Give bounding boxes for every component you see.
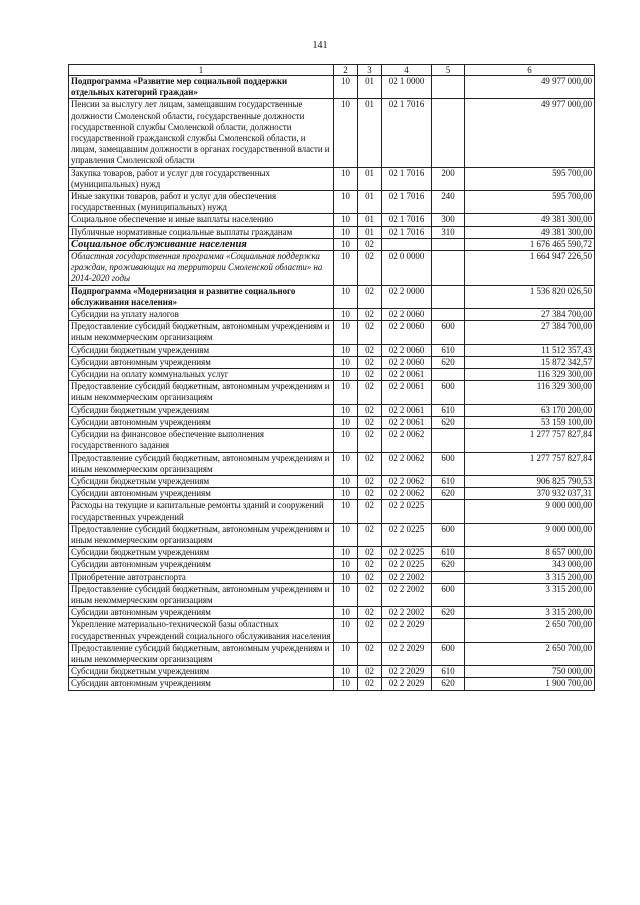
row-target-code-cell xyxy=(382,238,432,250)
table-row xyxy=(69,356,595,368)
row-subsection-cell: 02 xyxy=(358,452,382,475)
row-subsection-cell: 02 xyxy=(358,547,382,559)
row-amount-cell: 1 676 465 590,72 xyxy=(465,238,595,250)
row-amount-cell: 3 315 200,00 xyxy=(465,583,595,606)
row-target-code-cell: 02 2 2029 xyxy=(382,642,432,665)
row-amount-cell: 15 872 342,57 xyxy=(465,356,595,368)
row-name-cell: Предоставление субсидий бюджетным, автономным учреждениям и иным некоммерческим организациям xyxy=(69,523,334,546)
row-expense-type-cell: 610 xyxy=(432,344,465,356)
row-expense-type-cell xyxy=(432,429,465,452)
table-row xyxy=(69,191,595,214)
table-row xyxy=(69,642,595,665)
row-subsection-cell: 02 xyxy=(358,523,382,546)
row-section-cell: 10 xyxy=(334,404,358,416)
row-subsection-cell: 02 xyxy=(358,321,382,344)
row-section-cell: 10 xyxy=(334,523,358,546)
row-name-cell: Субсидии автономным учреждениям xyxy=(69,678,334,690)
row-expense-type-cell: 610 xyxy=(432,475,465,487)
row-expense-type-cell: 240 xyxy=(432,191,465,214)
row-subsection-cell: 02 xyxy=(358,559,382,571)
row-section-cell: 10 xyxy=(334,369,358,381)
column-number-row xyxy=(69,65,595,76)
row-subsection-cell: 02 xyxy=(358,381,382,404)
row-expense-type-cell: 620 xyxy=(432,607,465,619)
row-name-cell: Субсидии бюджетным учреждениям xyxy=(69,475,334,487)
row-target-code-cell: 02 2 0225 xyxy=(382,559,432,571)
table-row xyxy=(69,309,595,321)
table-row xyxy=(69,99,595,167)
row-section-cell: 10 xyxy=(334,99,358,167)
row-section-cell: 10 xyxy=(334,344,358,356)
row-amount-cell: 595 700,00 xyxy=(465,167,595,190)
page-number: 141 xyxy=(312,40,328,51)
table-row xyxy=(69,452,595,475)
row-expense-type-cell xyxy=(432,500,465,523)
column-header-3: 3 xyxy=(358,65,382,76)
row-name-cell: Субсидии автономным учреждениям xyxy=(69,488,334,500)
table-row xyxy=(69,226,595,238)
row-name-cell: Предоставление субсидий бюджетным, автономным учреждениям и иным некоммерческим организациям xyxy=(69,642,334,665)
row-amount-cell: 370 932 037,31 xyxy=(465,488,595,500)
row-expense-type-cell xyxy=(432,285,465,308)
table-row xyxy=(69,369,595,381)
row-name-cell: Предоставление субсидий бюджетным, автономным учреждениям и иным некоммерческим организациям xyxy=(69,583,334,606)
row-section-cell: 10 xyxy=(334,559,358,571)
row-target-code-cell: 02 2 0060 xyxy=(382,309,432,321)
row-name-cell: Предоставление субсидий бюджетным, автономным учреждениям и иным некоммерческим организациям xyxy=(69,452,334,475)
row-expense-type-cell: 610 xyxy=(432,404,465,416)
row-section-cell: 10 xyxy=(334,381,358,404)
row-name-cell: Субсидии на оплату коммунальных услуг xyxy=(69,369,334,381)
row-amount-cell: 1 277 757 827,84 xyxy=(465,452,595,475)
row-expense-type-cell: 620 xyxy=(432,416,465,428)
row-subsection-cell: 01 xyxy=(358,191,382,214)
row-section-cell: 10 xyxy=(334,583,358,606)
row-target-code-cell: 02 2 0062 xyxy=(382,488,432,500)
table-row xyxy=(69,571,595,583)
row-section-cell: 10 xyxy=(334,226,358,238)
table-row xyxy=(69,488,595,500)
table-row xyxy=(69,559,595,571)
row-name-cell: Пенсии за выслугу лет лицам, замещавшим государственные должности Смоленской области, государственные должности государственной службы Смоленской области, должности государственной гражданской службы Смоленской области, и лицам, замещавшим должности в органах государственной власти и управления Смоленской области xyxy=(69,99,334,167)
row-amount-cell: 3 315 200,00 xyxy=(465,571,595,583)
row-expense-type-cell: 610 xyxy=(432,666,465,678)
row-target-code-cell: 02 2 2002 xyxy=(382,607,432,619)
row-name-cell: Субсидии автономным учреждениям xyxy=(69,559,334,571)
row-target-code-cell: 02 2 0061 xyxy=(382,381,432,404)
table-row xyxy=(69,321,595,344)
row-subsection-cell: 02 xyxy=(358,251,382,286)
row-name-cell: Субсидии бюджетным учреждениям xyxy=(69,666,334,678)
row-section-cell: 10 xyxy=(334,619,358,642)
row-section-cell: 10 xyxy=(334,285,358,308)
row-expense-type-cell: 600 xyxy=(432,583,465,606)
row-expense-type-cell: 600 xyxy=(432,381,465,404)
row-target-code-cell: 02 2 0060 xyxy=(382,356,432,368)
row-subsection-cell: 02 xyxy=(358,309,382,321)
row-amount-cell: 906 825 790,53 xyxy=(465,475,595,487)
row-section-cell: 10 xyxy=(334,475,358,487)
row-subsection-cell: 02 xyxy=(358,607,382,619)
table-row xyxy=(69,475,595,487)
row-expense-type-cell: 600 xyxy=(432,321,465,344)
row-name-cell: Субсидии автономным учреждениям xyxy=(69,607,334,619)
row-expense-type-cell xyxy=(432,238,465,250)
row-section-cell: 10 xyxy=(334,251,358,286)
table-row xyxy=(69,429,595,452)
row-name-cell: Социальное обеспечение и иные выплаты населению xyxy=(69,214,334,226)
row-expense-type-cell: 620 xyxy=(432,559,465,571)
row-expense-type-cell: 600 xyxy=(432,642,465,665)
table-row xyxy=(69,214,595,226)
row-name-cell: Субсидии автономным учреждениям xyxy=(69,356,334,368)
row-section-cell: 10 xyxy=(334,571,358,583)
row-name-cell: Субсидии на уплату налогов xyxy=(69,309,334,321)
row-section-cell: 10 xyxy=(334,238,358,250)
row-target-code-cell: 02 2 0060 xyxy=(382,344,432,356)
table-row xyxy=(69,76,595,99)
table-row xyxy=(69,381,595,404)
row-target-code-cell: 02 2 0000 xyxy=(382,285,432,308)
row-amount-cell: 9 000 000,00 xyxy=(465,500,595,523)
row-target-code-cell: 02 2 0060 xyxy=(382,321,432,344)
row-subsection-cell: 02 xyxy=(358,488,382,500)
row-subsection-cell: 02 xyxy=(358,666,382,678)
row-amount-cell: 1 664 947 226,50 xyxy=(465,251,595,286)
row-expense-type-cell: 200 xyxy=(432,167,465,190)
table-row xyxy=(69,238,595,250)
column-header-5: 5 xyxy=(432,65,465,76)
row-section-cell: 10 xyxy=(334,607,358,619)
row-expense-type-cell xyxy=(432,76,465,99)
row-expense-type-cell: 310 xyxy=(432,226,465,238)
row-name-cell: Предоставление субсидий бюджетным, автономным учреждениям и иным некоммерческим организациям xyxy=(69,321,334,344)
column-header-6: 6 xyxy=(465,65,595,76)
row-target-code-cell: 02 2 0062 xyxy=(382,429,432,452)
row-section-cell: 10 xyxy=(334,214,358,226)
row-expense-type-cell xyxy=(432,571,465,583)
row-target-code-cell: 02 2 2029 xyxy=(382,678,432,690)
row-amount-cell: 116 329 300,00 xyxy=(465,369,595,381)
row-amount-cell: 750 000,00 xyxy=(465,666,595,678)
row-amount-cell: 2 650 700,00 xyxy=(465,642,595,665)
row-target-code-cell: 02 2 0061 xyxy=(382,369,432,381)
row-amount-cell: 63 170 200,00 xyxy=(465,404,595,416)
table-row xyxy=(69,285,595,308)
table-row xyxy=(69,167,595,190)
row-section-cell: 10 xyxy=(334,309,358,321)
row-subsection-cell: 02 xyxy=(358,678,382,690)
row-amount-cell: 8 657 000,00 xyxy=(465,547,595,559)
row-subsection-cell: 02 xyxy=(358,416,382,428)
table-row xyxy=(69,251,595,286)
row-name-cell: Предоставление субсидий бюджетным, автономным учреждениям и иным некоммерческим организациям xyxy=(69,381,334,404)
row-target-code-cell: 02 2 0062 xyxy=(382,452,432,475)
table-row xyxy=(69,583,595,606)
row-amount-cell: 11 512 357,43 xyxy=(465,344,595,356)
row-amount-cell: 49 977 000,00 xyxy=(465,99,595,167)
row-section-cell: 10 xyxy=(334,642,358,665)
row-target-code-cell: 02 2 2002 xyxy=(382,583,432,606)
row-name-cell: Областная государственная программа «Социальная поддержка граждан, проживающих на территории Смоленской области» на 2014-2020 годы xyxy=(69,251,334,286)
row-subsection-cell: 02 xyxy=(358,429,382,452)
row-name-cell: Субсидии бюджетным учреждениям xyxy=(69,547,334,559)
row-name-cell: Приобретение автотранспорта xyxy=(69,571,334,583)
row-target-code-cell: 02 2 2029 xyxy=(382,619,432,642)
row-target-code-cell: 02 2 0225 xyxy=(382,500,432,523)
table-row xyxy=(69,678,595,690)
row-amount-cell: 3 315 200,00 xyxy=(465,607,595,619)
row-name-cell: Закупка товаров, работ и услуг для государственных (муниципальных) нужд xyxy=(69,167,334,190)
row-subsection-cell: 01 xyxy=(358,167,382,190)
row-name-cell: Субсидии автономным учреждениям xyxy=(69,416,334,428)
row-expense-type-cell: 620 xyxy=(432,488,465,500)
row-subsection-cell: 02 xyxy=(358,475,382,487)
table-row xyxy=(69,416,595,428)
row-amount-cell: 343 000,00 xyxy=(465,559,595,571)
row-amount-cell: 27 384 700,00 xyxy=(465,321,595,344)
row-amount-cell: 27 384 700,00 xyxy=(465,309,595,321)
table-row xyxy=(69,523,595,546)
row-target-code-cell: 02 0 0000 xyxy=(382,251,432,286)
row-amount-cell: 9 000 000,00 xyxy=(465,523,595,546)
row-subsection-cell: 02 xyxy=(358,369,382,381)
budget-table xyxy=(68,64,595,691)
row-subsection-cell: 02 xyxy=(358,344,382,356)
row-target-code-cell: 02 2 0061 xyxy=(382,416,432,428)
row-subsection-cell: 01 xyxy=(358,214,382,226)
row-section-cell: 10 xyxy=(334,666,358,678)
table-row xyxy=(69,404,595,416)
row-target-code-cell: 02 2 2029 xyxy=(382,666,432,678)
row-target-code-cell: 02 1 7016 xyxy=(382,191,432,214)
row-expense-type-cell xyxy=(432,309,465,321)
table-row xyxy=(69,500,595,523)
row-expense-type-cell xyxy=(432,369,465,381)
row-name-cell: Субсидии бюджетным учреждениям xyxy=(69,344,334,356)
row-name-cell: Подпрограмма «Модернизация и развитие социального обслуживания населения» xyxy=(69,285,334,308)
row-subsection-cell: 02 xyxy=(358,619,382,642)
row-target-code-cell: 02 2 0225 xyxy=(382,523,432,546)
row-subsection-cell: 02 xyxy=(358,500,382,523)
row-section-cell: 10 xyxy=(334,547,358,559)
row-amount-cell: 53 159 100,00 xyxy=(465,416,595,428)
row-amount-cell: 49 381 300,00 xyxy=(465,226,595,238)
row-name-cell: Укрепление материально-технической базы областных государственных учреждений социального обслуживания населения xyxy=(69,619,334,642)
row-target-code-cell: 02 1 7016 xyxy=(382,214,432,226)
row-amount-cell: 49 381 300,00 xyxy=(465,214,595,226)
row-amount-cell: 1 536 820 026,50 xyxy=(465,285,595,308)
row-name-cell: Социальное обслуживание населения xyxy=(69,238,334,250)
row-amount-cell: 2 650 700,00 xyxy=(465,619,595,642)
row-amount-cell: 595 700,00 xyxy=(465,191,595,214)
row-target-code-cell: 02 1 7016 xyxy=(382,99,432,167)
row-section-cell: 10 xyxy=(334,416,358,428)
row-expense-type-cell xyxy=(432,251,465,286)
row-target-code-cell: 02 2 0225 xyxy=(382,547,432,559)
row-name-cell: Публичные нормативные социальные выплаты гражданам xyxy=(69,226,334,238)
row-expense-type-cell: 600 xyxy=(432,452,465,475)
row-name-cell: Расходы на текущие и капитальные ремонты зданий и сооружений государственных учреждений xyxy=(69,500,334,523)
row-subsection-cell: 01 xyxy=(358,99,382,167)
row-target-code-cell: 02 2 0061 xyxy=(382,404,432,416)
row-section-cell: 10 xyxy=(334,429,358,452)
row-target-code-cell: 02 1 0000 xyxy=(382,76,432,99)
row-amount-cell: 116 329 300,00 xyxy=(465,381,595,404)
row-amount-cell: 1 900 700,00 xyxy=(465,678,595,690)
row-expense-type-cell: 620 xyxy=(432,356,465,368)
row-section-cell: 10 xyxy=(334,500,358,523)
row-target-code-cell: 02 2 2002 xyxy=(382,571,432,583)
row-target-code-cell: 02 1 7016 xyxy=(382,226,432,238)
row-subsection-cell: 02 xyxy=(358,404,382,416)
column-header-1: 1 xyxy=(69,65,334,76)
row-target-code-cell: 02 2 0062 xyxy=(382,475,432,487)
table-body xyxy=(69,76,595,691)
row-section-cell: 10 xyxy=(334,356,358,368)
column-header-2: 2 xyxy=(334,65,358,76)
row-subsection-cell: 02 xyxy=(358,238,382,250)
row-subsection-cell: 02 xyxy=(358,583,382,606)
table-row xyxy=(69,666,595,678)
table-row xyxy=(69,607,595,619)
row-amount-cell: 49 977 000,00 xyxy=(465,76,595,99)
row-name-cell: Подпрограмма «Развитие мер социальной поддержки отдельных категорий граждан» xyxy=(69,76,334,99)
row-section-cell: 10 xyxy=(334,76,358,99)
row-expense-type-cell xyxy=(432,99,465,167)
row-expense-type-cell: 600 xyxy=(432,523,465,546)
row-section-cell: 10 xyxy=(334,321,358,344)
row-section-cell: 10 xyxy=(334,678,358,690)
row-subsection-cell: 01 xyxy=(358,226,382,238)
row-section-cell: 10 xyxy=(334,488,358,500)
row-subsection-cell: 02 xyxy=(358,356,382,368)
row-name-cell: Иные закупки товаров, работ и услуг для обеспечения государственных (муниципальных) нужд xyxy=(69,191,334,214)
row-subsection-cell: 02 xyxy=(358,571,382,583)
column-header-4: 4 xyxy=(382,65,432,76)
row-expense-type-cell: 610 xyxy=(432,547,465,559)
row-name-cell: Субсидии на финансовое обеспечение выполнения государственного задания xyxy=(69,429,334,452)
row-section-cell: 10 xyxy=(334,191,358,214)
table-row xyxy=(69,619,595,642)
row-section-cell: 10 xyxy=(334,167,358,190)
row-expense-type-cell: 620 xyxy=(432,678,465,690)
row-subsection-cell: 01 xyxy=(358,76,382,99)
table-row xyxy=(69,344,595,356)
row-subsection-cell: 02 xyxy=(358,285,382,308)
row-expense-type-cell: 300 xyxy=(432,214,465,226)
row-amount-cell: 1 277 757 827,84 xyxy=(465,429,595,452)
row-subsection-cell: 02 xyxy=(358,642,382,665)
row-target-code-cell: 02 1 7016 xyxy=(382,167,432,190)
table-row xyxy=(69,547,595,559)
row-expense-type-cell xyxy=(432,619,465,642)
row-name-cell: Субсидии бюджетным учреждениям xyxy=(69,404,334,416)
row-section-cell: 10 xyxy=(334,452,358,475)
